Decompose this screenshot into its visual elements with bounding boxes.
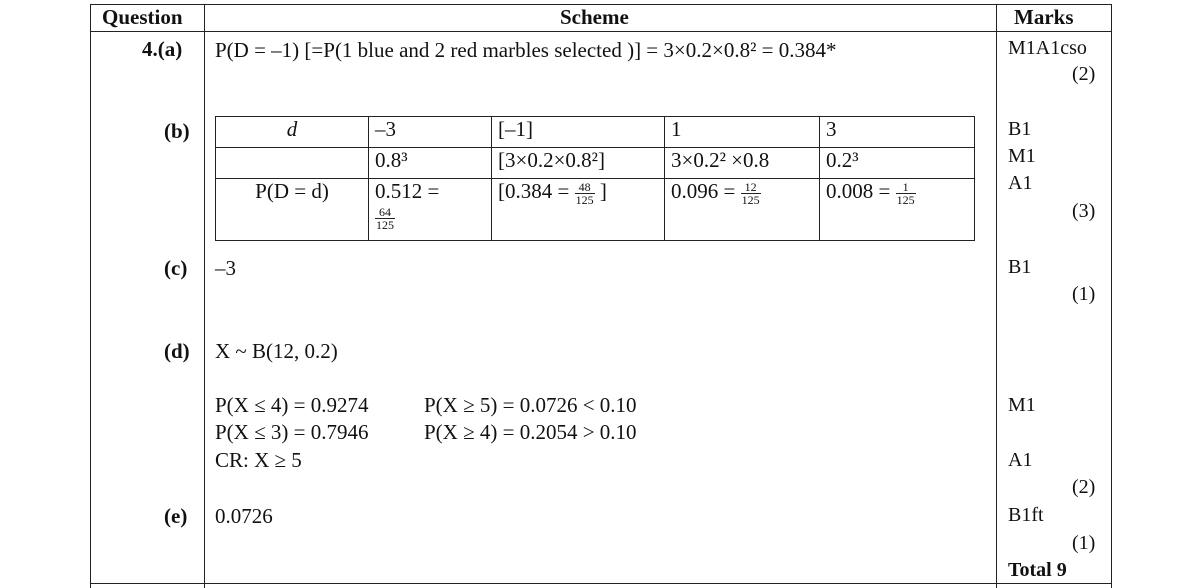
table-cell: 0.2³: [820, 148, 975, 179]
part-c-total: (1): [1072, 283, 1096, 305]
part-d-line-2b: P(X ≥ 4) = 0.2054 > 0.10: [424, 420, 637, 444]
part-b-mark-2: M1: [1008, 145, 1036, 167]
cell-value: [0.384 =: [498, 179, 570, 203]
part-a-label: 4.(a): [142, 37, 183, 61]
part-d-distribution: X ~ B(12, 0.2): [215, 339, 338, 363]
table-cell: [216, 148, 369, 179]
grand-total: Total 9: [1008, 559, 1067, 581]
part-c-label: (c): [164, 256, 188, 280]
table-cell: 1: [665, 117, 820, 148]
question-divider: [204, 4, 205, 588]
distribution-table: [215, 116, 975, 241]
part-d-line-2a: P(X ≤ 3) = 0.7946: [215, 420, 369, 444]
part-d-line-1a: P(X ≤ 4) = 0.9274: [215, 393, 369, 417]
table-cell: 3×0.2² ×0.8: [665, 148, 820, 179]
cell-value: ]: [599, 179, 607, 203]
table-cell: d: [216, 117, 369, 148]
part-a-marks: M1A1cso: [1008, 37, 1087, 59]
header-scheme: Scheme: [560, 5, 629, 29]
part-c-text: –3: [215, 256, 236, 280]
part-b-mark-3: A1: [1008, 172, 1033, 194]
cell-value: 0.096 =: [671, 179, 736, 203]
right-border: [1111, 4, 1112, 588]
table-cell: 3: [820, 117, 975, 148]
header-rule: [90, 31, 1112, 32]
left-border: [90, 4, 91, 588]
table-cell: [369, 179, 492, 241]
bottom-rule: [90, 583, 1112, 584]
table-row: [216, 117, 975, 148]
part-b-total: (3): [1072, 200, 1096, 222]
cell-value: 0.512 =: [375, 179, 440, 203]
table-cell: –3: [369, 117, 492, 148]
table-cell: [3×0.2×0.8²]: [492, 148, 665, 179]
part-b-label: (b): [164, 119, 190, 143]
fraction: $\frac{12}{125}$: [741, 179, 760, 207]
table-row: [216, 148, 975, 179]
table-cell: P(D = d): [216, 179, 369, 241]
part-c-marks: B1: [1008, 256, 1032, 278]
table-cell: [–1]: [492, 117, 665, 148]
part-e-text: 0.0726: [215, 504, 273, 528]
part-e-label: (e): [164, 504, 188, 528]
cell-value: 0.008 =: [826, 179, 891, 203]
header-marks: Marks: [1014, 5, 1074, 29]
part-d-total: (2): [1072, 476, 1096, 498]
table-cell: 0.8³: [369, 148, 492, 179]
header-question: Question: [102, 5, 183, 29]
part-e-marks: B1ft: [1008, 504, 1044, 526]
table-cell: [492, 179, 665, 241]
part-e-total: (1): [1072, 532, 1096, 554]
part-a-text: P(D = –1) [=P(1 blue and 2 red marbles selected )] = 3×0.2×0.8² = 0.384*: [215, 38, 837, 62]
part-d-label: (d): [164, 339, 190, 363]
fraction: $\frac{64}{125}$: [376, 204, 394, 232]
fraction: $\frac{48}{125}$: [575, 179, 594, 207]
table-cell: [820, 179, 975, 241]
table-cell: [665, 179, 820, 241]
fraction: $\frac{1}{125}$: [896, 179, 915, 207]
table-row: [216, 179, 975, 241]
part-d-mark-1: M1: [1008, 394, 1036, 416]
part-d-line-1b: P(X ≥ 5) = 0.0726 < 0.10: [424, 393, 637, 417]
part-d-mark-2: A1: [1008, 449, 1033, 471]
part-b-mark-1: B1: [1008, 118, 1032, 140]
part-a-total: (2): [1072, 63, 1096, 85]
marks-divider: [996, 4, 997, 588]
part-d-critical-region: CR: X ≥ 5: [215, 448, 302, 472]
